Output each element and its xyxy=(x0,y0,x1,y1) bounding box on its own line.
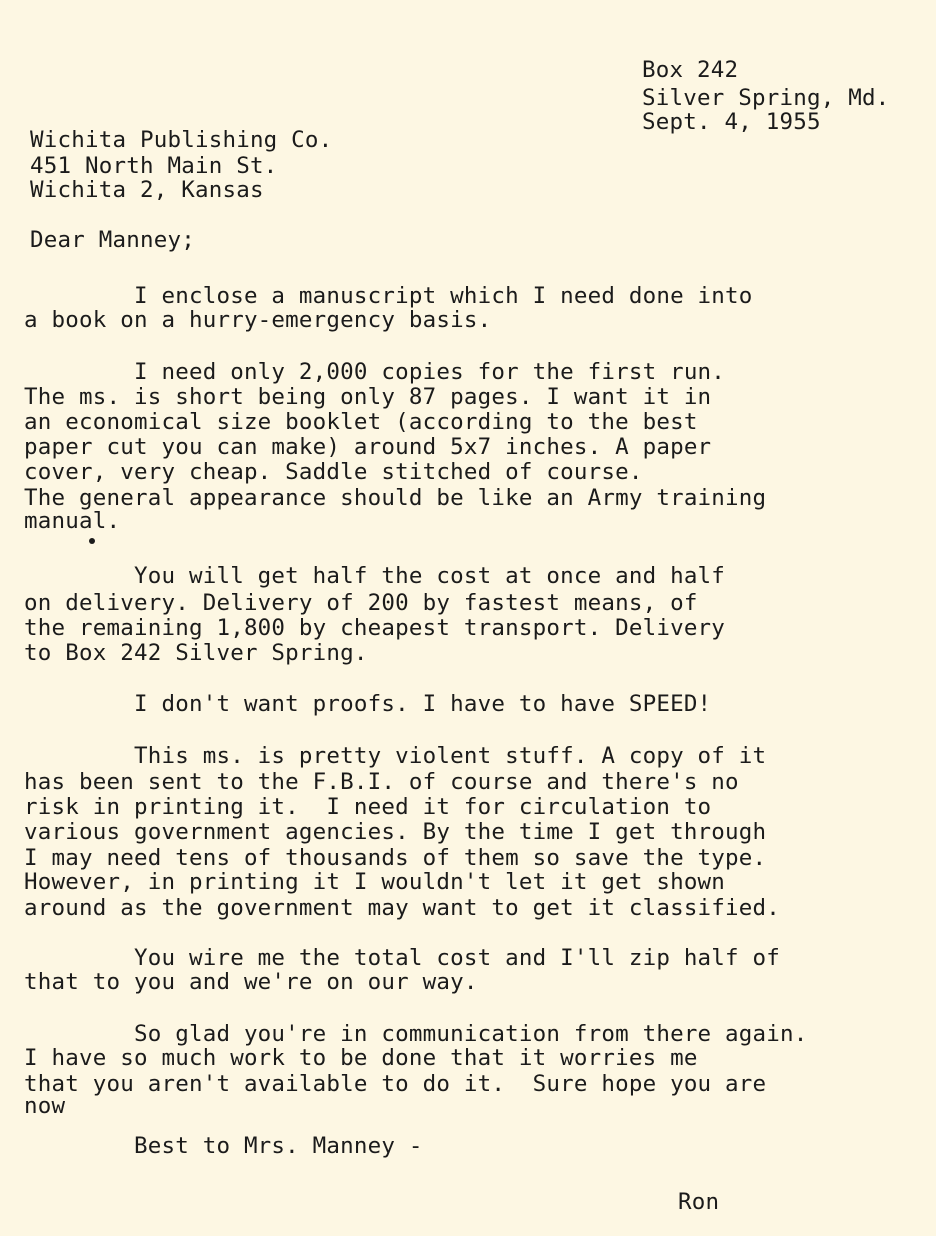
closing: Best to Mrs. Manney - xyxy=(24,1133,423,1159)
paragraph-3-line-4: to Box 242 Silver Spring. xyxy=(24,640,368,666)
signature: Ron xyxy=(678,1189,720,1215)
paragraph-5-line-5: I may need tens of thousands of them so save the type. xyxy=(24,845,767,871)
paragraph-7-line-3: that you aren't available to do it. Sure hope you are xyxy=(24,1071,767,1097)
recipient-line-2: 451 North Main St. xyxy=(30,153,278,179)
paragraph-7-line-1: So glad you're in communication from there again. xyxy=(24,1021,808,1047)
recipient-line-1: Wichita Publishing Co. xyxy=(30,127,333,153)
salutation: Dear Manney; xyxy=(30,227,195,253)
recipient-line-3: Wichita 2, Kansas xyxy=(30,177,264,203)
paragraph-7-line-2: I have so much work to be done that it worries me xyxy=(24,1045,698,1071)
paragraph-2-line-7: manual. xyxy=(24,508,121,534)
paragraph-5-line-7: around as the government may want to get it classified. xyxy=(24,895,781,921)
paragraph-5-line-2: has been sent to the F.B.I. of course and there's no xyxy=(24,769,739,795)
paragraph-2-line-4: paper cut you can make) around 5x7 inches. A paper xyxy=(24,434,712,460)
paragraph-3-line-1: You will get half the cost at once and half xyxy=(24,563,726,589)
paragraph-2-line-3: an economical size booklet (according to the best xyxy=(24,409,698,435)
paragraph-2-line-5: cover, very cheap. Saddle stitched of course. xyxy=(24,459,643,485)
return-address-line-1: Box 242 xyxy=(642,57,739,83)
paragraph-7-line-4: now xyxy=(24,1093,66,1119)
paragraph-3-line-2: on delivery. Delivery of 200 by fastest means, of xyxy=(24,590,698,616)
paragraph-3-line-3: the remaining 1,800 by cheapest transport. Delivery xyxy=(24,615,726,641)
paragraph-5-line-6: However, in printing it I wouldn't let it get shown xyxy=(24,869,726,895)
paragraph-6-line-1: You wire me the total cost and I'll zip half of xyxy=(24,945,781,971)
return-address-line-2: Silver Spring, Md. xyxy=(642,85,890,111)
paragraph-2-line-2: The ms. is short being only 87 pages. I want it in xyxy=(24,384,712,410)
paragraph-5-line-1: This ms. is pretty violent stuff. A copy of it xyxy=(24,743,767,769)
paragraph-4-line-1: I don't want proofs. I have to have SPEED! xyxy=(24,691,712,717)
paragraph-5-line-4: various government agencies. By the time I get through xyxy=(24,819,767,845)
paragraph-5-line-3: risk in printing it. I need it for circulation to xyxy=(24,794,712,820)
ink-dot xyxy=(89,538,95,544)
paragraph-2-line-6: The general appearance should be like an Army training xyxy=(24,485,767,511)
paragraph-2-line-1: I need only 2,000 copies for the first run. xyxy=(24,359,726,385)
paragraph-1-line-1: I enclose a manuscript which I need done into xyxy=(24,283,753,309)
paragraph-1-line-2: a book on a hurry-emergency basis. xyxy=(24,307,492,333)
return-address-line-3: Sept. 4, 1955 xyxy=(642,109,821,135)
paragraph-6-line-2: that to you and we're on our way. xyxy=(24,969,478,995)
